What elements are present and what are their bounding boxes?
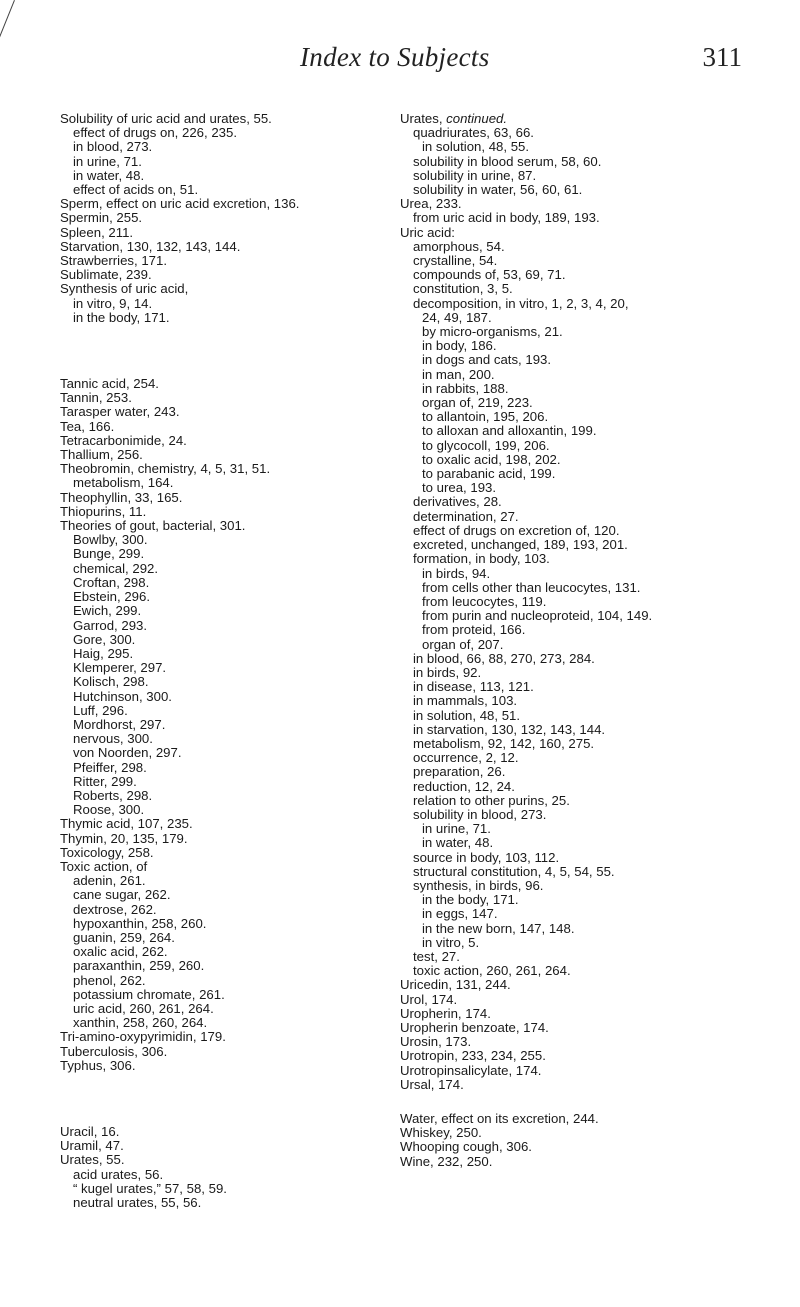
index-subentry: organ of, 207. xyxy=(422,636,504,652)
index-subentry: solubility in urine, 87. xyxy=(413,167,537,183)
index-entry: Uracil, 16. xyxy=(60,1124,120,1139)
index-subentry: nervous, 300. xyxy=(73,731,153,747)
index-subentry: Roberts, 298. xyxy=(73,787,153,803)
index-entry: Uric acid: xyxy=(400,224,455,240)
index-subentry: Klemperer, 297. xyxy=(73,660,167,676)
index-subentry: to alloxan and alloxantin, 199. xyxy=(422,423,597,439)
index-subentry: solubility in blood, 273. xyxy=(413,806,547,822)
index-subentry: test, 27. xyxy=(413,948,460,964)
index-subentry: solubility in blood serum, 58, 60. xyxy=(413,153,602,169)
index-subentry: from proteid, 166. xyxy=(422,622,526,638)
index-subentry: decomposition, in vitro, 1, 2, 3, 4, 20, xyxy=(413,295,629,311)
index-subentry: Ebstein, 296. xyxy=(73,589,150,605)
index-entry: Synthesis of uric acid, xyxy=(60,281,189,297)
index-entry: Thallium, 256. xyxy=(60,447,143,463)
index-subentry: Bunge, 299. xyxy=(73,546,145,562)
index-subentry: from leucocytes, 119. xyxy=(422,593,547,609)
index-subentry: in urine, 71. xyxy=(73,153,142,169)
index-subentry: oxalic acid, 262. xyxy=(73,944,168,960)
index-subentry: in mammals, 103. xyxy=(413,693,518,709)
index-entry: Uropherin, 174. xyxy=(400,1005,491,1021)
index-entry: Tri-amino-oxypyrimidin, 179. xyxy=(60,1029,226,1045)
index-subentry: solubility in water, 56, 60, 61. xyxy=(413,182,583,198)
group-spacer xyxy=(60,1073,390,1125)
index-subentry: guanin, 259, 264. xyxy=(73,929,175,945)
index-entry: Typhus, 306. xyxy=(60,1057,136,1073)
index-entry: Urea, 233. xyxy=(400,196,462,212)
index-entry: Toxicology, 258. xyxy=(60,844,154,860)
index-entry: Tuberculosis, 306. xyxy=(60,1043,168,1059)
index-entry: Urotropin, 233, 234, 255. xyxy=(400,1048,546,1064)
index-subentry: effect of drugs on, 226, 235. xyxy=(73,125,237,141)
continued-label: continued. xyxy=(446,111,508,126)
index-subentry: uric acid, 260, 261, 264. xyxy=(73,1000,214,1016)
index-subentry: to urea, 193. xyxy=(422,480,497,496)
index-subentry: Kolisch, 298. xyxy=(73,674,149,690)
index-subentry: by micro-organisms, 21. xyxy=(422,324,563,340)
index-subentry: from uric acid in body, 189, 193. xyxy=(413,210,600,226)
index-entry: Tetracarbonimide, 24. xyxy=(60,432,187,448)
index-subentry: in the body, 171. xyxy=(422,892,519,908)
index-subentry: Garrod, 293. xyxy=(73,617,148,633)
index-subentry: paraxanthin, 259, 260. xyxy=(73,958,205,974)
index-entry: Urates, continued. xyxy=(400,111,508,126)
index-entry: Urates, 55. xyxy=(60,1152,125,1168)
index-entry: Tea, 166. xyxy=(60,418,115,434)
index-entry: Uricedin, 131, 244. xyxy=(400,977,511,993)
index-subentry: 24, 49, 187. xyxy=(422,309,492,325)
index-entry: Solubility of uric acid and urates, 55. xyxy=(60,111,272,126)
index-entry: Urotropinsalicylate, 174. xyxy=(400,1062,542,1078)
index-entry: Water, effect on its excretion, 244. xyxy=(400,1111,599,1127)
index-subentry: in water, 48. xyxy=(422,835,494,851)
index-subentry: compounds of, 53, 69, 71. xyxy=(413,267,566,283)
index-entry: Urol, 174. xyxy=(400,991,458,1007)
index-entry: Thymic acid, 107, 235. xyxy=(60,816,193,832)
index-subentry: derivatives, 28. xyxy=(413,494,502,510)
index-subentry: in vitro, 9, 14. xyxy=(73,295,153,311)
index-subentry: occurrence, 2, 12. xyxy=(413,750,519,766)
index-subentry: cane sugar, 262. xyxy=(73,887,171,903)
index-subentry: adenin, 261. xyxy=(73,873,146,889)
index-subentry: Mordhorst, 297. xyxy=(73,716,166,732)
index-entry: Theophyllin, 33, 165. xyxy=(60,489,183,505)
page-header xyxy=(0,42,800,82)
index-subentry: in water, 48. xyxy=(73,167,145,183)
group-spacer xyxy=(60,325,390,377)
index-entry: Uramil, 47. xyxy=(60,1138,124,1154)
index-subentry: hypoxanthin, 258, 260. xyxy=(73,915,207,931)
index-subentry: in birds, 94. xyxy=(422,565,491,581)
index-subentry: von Noorden, 297. xyxy=(73,745,182,761)
index-group xyxy=(60,1125,390,1210)
index-subentry: determination, 27. xyxy=(413,508,519,524)
index-subentry: neutral urates, 55, 56. xyxy=(73,1195,202,1211)
index-subentry: effect of drugs on excretion of, 120. xyxy=(413,522,620,538)
index-subentry: in starvation, 130, 132, 143, 144. xyxy=(413,721,606,737)
index-subentry: Hutchinson, 300. xyxy=(73,688,172,704)
index-entry: Thiopurins, 11. xyxy=(60,503,147,519)
index-subentry: in rabbits, 188. xyxy=(422,380,509,396)
group-spacer xyxy=(400,1092,760,1112)
index-column-right xyxy=(400,112,760,1169)
index-column-left xyxy=(60,112,390,1210)
index-entry: Strawberries, 171. xyxy=(60,253,168,269)
index-entry: Theories of gout, bacterial, 301. xyxy=(60,518,246,534)
index-entry: Spermin, 255. xyxy=(60,210,143,226)
index-group xyxy=(400,112,760,1092)
index-subentry: structural constitution, 4, 5, 54, 55. xyxy=(413,863,615,879)
index-subentry: Ewich, 299. xyxy=(73,603,142,619)
index-subentry: reduction, 12, 24. xyxy=(413,778,515,794)
index-subentry: formation, in body, 103. xyxy=(413,551,550,567)
index-subentry: in disease, 113, 121. xyxy=(413,679,534,695)
index-subentry: relation to other purins, 25. xyxy=(413,792,570,808)
index-subentry: synthesis, in birds, 96. xyxy=(413,877,544,893)
index-subentry: to glycocoll, 199, 206. xyxy=(422,437,550,453)
index-entry: Spleen, 211. xyxy=(60,224,134,240)
index-subentry: in man, 200. xyxy=(422,366,495,382)
index-entry: Tarasper water, 243. xyxy=(60,404,180,420)
index-subentry: source in body, 103, 112. xyxy=(413,849,560,865)
index-group xyxy=(400,1112,760,1169)
index-subentry: effect of acids on, 51. xyxy=(73,182,199,198)
index-subentry: in solution, 48, 51. xyxy=(413,707,521,723)
index-subentry: dextrose, 262. xyxy=(73,901,157,917)
index-subentry: quadriurates, 63, 66. xyxy=(413,125,534,141)
index-subentry: Gore, 300. xyxy=(73,631,136,647)
index-subentry: potassium chromate, 261. xyxy=(73,986,225,1002)
index-entry: Whiskey, 250. xyxy=(400,1125,482,1141)
index-subentry: in blood, 273. xyxy=(73,139,153,155)
index-subentry: in blood, 66, 88, 270, 273, 284. xyxy=(413,650,595,666)
index-entry: Thymin, 20, 135, 179. xyxy=(60,830,188,846)
index-entry: Ursal, 174. xyxy=(400,1076,464,1092)
index-group xyxy=(60,377,390,1073)
index-subentry: Haig, 295. xyxy=(73,645,134,661)
index-subentry: from purin and nucleoproteid, 104, 149. xyxy=(422,608,653,624)
index-subentry: acid urates, 56. xyxy=(73,1166,164,1182)
page-number: 311 xyxy=(702,42,742,72)
index-entry: Uropherin benzoate, 174. xyxy=(400,1020,549,1035)
index-subentry: Roose, 300. xyxy=(73,802,145,818)
page-edge-line xyxy=(0,0,15,37)
index-entry: Whooping cough, 306. xyxy=(400,1139,532,1155)
index-subentry: xanthin, 258, 260, 264. xyxy=(73,1015,208,1031)
index-subentry: chemical, 292. xyxy=(73,560,159,576)
index-subentry: Bowlby, 300. xyxy=(73,532,148,548)
index-subentry: metabolism, 92, 142, 160, 275. xyxy=(413,735,595,751)
index-subentry: Pfeiffer, 298. xyxy=(73,759,147,775)
index-subentry: to oxalic acid, 198, 202. xyxy=(422,451,561,467)
index-subentry: toxic action, 260, 261, 264. xyxy=(413,963,571,979)
index-subentry: amorphous, 54. xyxy=(413,238,505,254)
index-subentry: Ritter, 299. xyxy=(73,773,137,789)
index-subentry: in vitro, 5. xyxy=(422,934,480,950)
index-subentry: from cells other than leucocytes, 131. xyxy=(422,579,641,595)
index-subentry: Croftan, 298. xyxy=(73,574,150,590)
index-subentry: in dogs and cats, 193. xyxy=(422,352,552,368)
index-subentry: Luff, 296. xyxy=(73,702,128,718)
index-subentry: preparation, 26. xyxy=(413,764,506,780)
index-entry: Wine, 232, 250. xyxy=(400,1153,493,1169)
index-subentry: in urine, 71. xyxy=(422,821,491,837)
index-subentry: “ kugel urates,” 57, 58, 59. xyxy=(73,1180,227,1196)
index-entry: Sperm, effect on uric acid excretion, 136. xyxy=(60,196,300,212)
index-entry: Toxic action, of xyxy=(60,858,148,874)
index-subentry: in body, 186. xyxy=(422,338,497,354)
index-subentry: constitution, 3, 5. xyxy=(413,281,513,297)
index-subentry: in the body, 171. xyxy=(73,309,170,325)
index-entry: Urosin, 173. xyxy=(400,1034,472,1050)
index-entry: Theobromin, chemistry, 4, 5, 31, 51. xyxy=(60,461,271,477)
index-subentry: organ of, 219, 223. xyxy=(422,395,533,411)
index-group xyxy=(60,112,390,325)
index-subentry: in birds, 92. xyxy=(413,664,482,680)
index-subentry: metabolism, 164. xyxy=(73,475,174,491)
index-subentry: crystalline, 54. xyxy=(413,253,498,269)
index-subentry: phenol, 262. xyxy=(73,972,146,988)
index-entry: Sublimate, 239. xyxy=(60,267,152,283)
index-entry: Tannin, 253. xyxy=(60,390,132,406)
index-subentry: in solution, 48, 55. xyxy=(422,139,530,155)
index-subentry: to allantoin, 195, 206. xyxy=(422,409,549,425)
index-subentry: in the new born, 147, 148. xyxy=(422,920,575,936)
index-subentry: excreted, unchanged, 189, 193, 201. xyxy=(413,537,628,553)
page-title: Index to Subjects xyxy=(300,42,490,72)
index-entry: Starvation, 130, 132, 143, 144. xyxy=(60,238,241,254)
index-subentry: in eggs, 147. xyxy=(422,906,498,922)
index-subentry: to parabanic acid, 199. xyxy=(422,466,556,482)
index-entry: Tannic acid, 254. xyxy=(60,376,159,392)
